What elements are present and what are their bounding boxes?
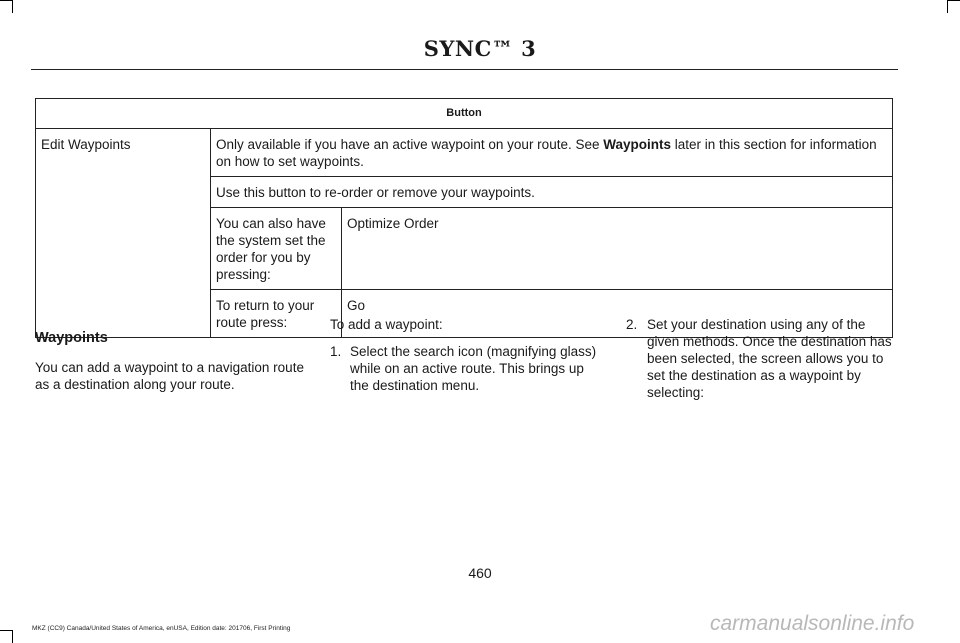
crop-mark xyxy=(947,0,948,13)
row-description xyxy=(211,129,893,177)
desc-text: Only available if you have an active waypoint on your route. See xyxy=(216,137,604,152)
section-heading-waypoints: Waypoints xyxy=(35,330,108,346)
table-row xyxy=(36,129,893,177)
crop-mark xyxy=(12,630,13,643)
crop-mark xyxy=(12,0,13,13)
waypoints-reference: Waypoints xyxy=(603,137,671,152)
sub-row-label-optimize: You can also have the system set the order for you by pressing: xyxy=(211,208,342,290)
sub-row-label-go: To return to your route press: xyxy=(211,290,342,338)
step-number: 2. xyxy=(626,317,638,332)
section-intro: You can add a waypoint to a navigation route as a destination along your route. xyxy=(35,360,304,392)
column-left xyxy=(35,316,305,393)
list-item xyxy=(330,343,600,394)
page-number: 460 xyxy=(468,565,492,581)
column-right xyxy=(626,316,896,401)
step-number: 1. xyxy=(330,344,342,359)
page-header-title: SYNC™ 3 xyxy=(423,36,537,61)
table-heading: Button xyxy=(36,99,893,129)
sub-row-value-go: Go xyxy=(342,290,893,338)
table-header-row xyxy=(36,99,893,129)
step-text: Select the search icon (magnifying glass) while on an active route. This brings up the destination menu. xyxy=(350,344,597,393)
edition-footer: MKZ (CC9) Canada/United States of America, enUSA, Edition date: 201706, First Printing xyxy=(32,625,291,632)
watermark: carmanualsonline.info xyxy=(710,612,915,635)
column-middle xyxy=(330,316,600,394)
row-description-reorder: Use this button to re-order or remove your waypoints. xyxy=(211,177,893,208)
header-rule xyxy=(31,69,898,70)
steps-lead: To add a waypoint: xyxy=(330,317,443,332)
row-label-edit-waypoints: Edit Waypoints xyxy=(36,129,211,338)
step-text: Set your destination using any of the given methods. Once the destination has been selected, the screen allows you to set the destination as a waypoint by selecting: xyxy=(647,317,892,400)
sub-row-value-optimize-order: Optimize Order xyxy=(342,208,893,290)
desc-text-after: later in this section for information on how to set waypoints. xyxy=(216,137,877,169)
list-item xyxy=(626,316,896,401)
button-table xyxy=(35,98,893,338)
crop-mark xyxy=(947,0,960,1)
